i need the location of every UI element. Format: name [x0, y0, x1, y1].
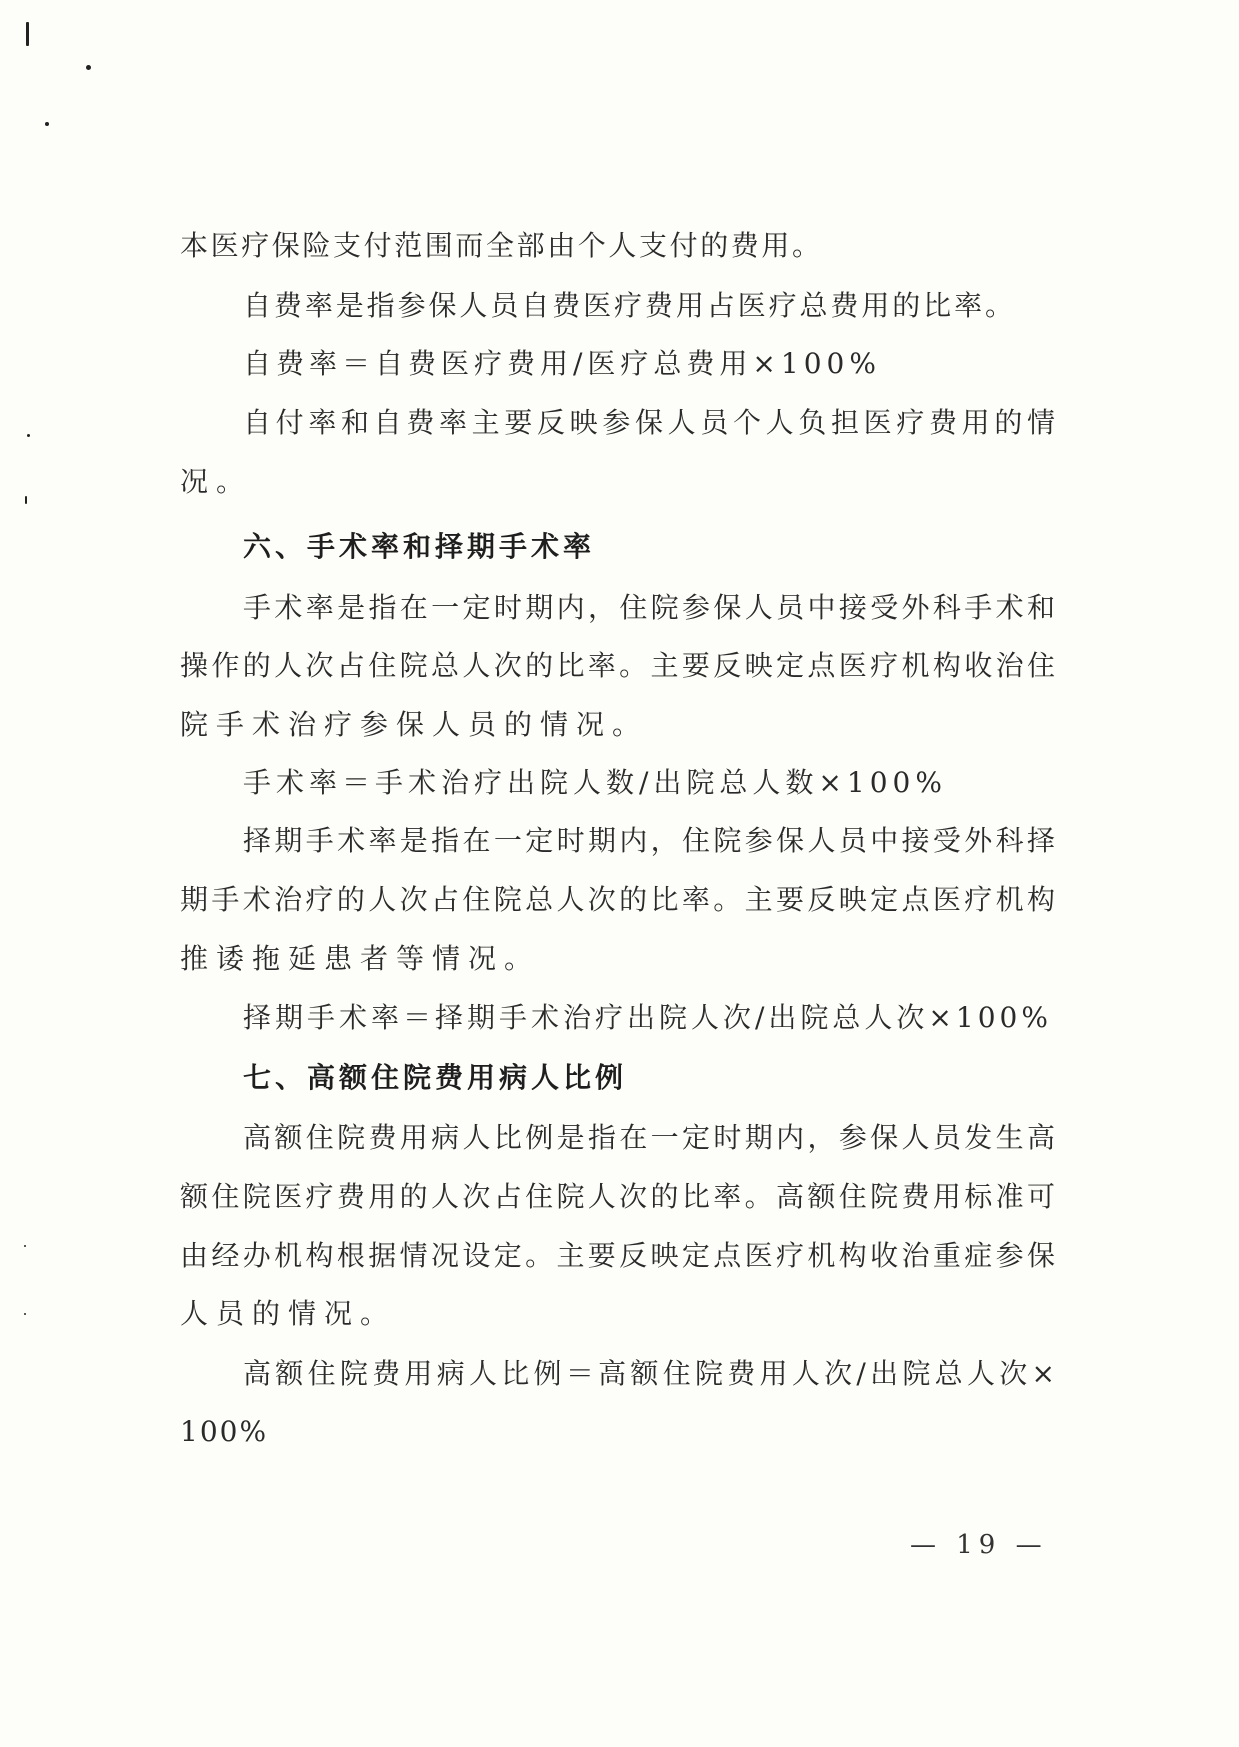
- body-line: 由经办机构根据情况设定。主要反映定点医疗机构收治重症参保: [180, 1239, 1055, 1272]
- scan-mark: [26, 22, 29, 46]
- body-line: 自付率和自费率主要反映参保人员个人负担医疗费用的情: [243, 406, 1055, 439]
- body-line: 操作的人次占住院总人次的比率。主要反映定点医疗机构收治住: [180, 649, 1055, 682]
- body-line: 况。: [180, 465, 253, 498]
- body-line: 高额住院费用病人比例是指在一定时期内，参保人员发生高: [243, 1121, 1055, 1154]
- scan-mark: [24, 1245, 26, 1247]
- formula-line: 自费率＝自费医疗费用/医疗总费用×100%: [243, 347, 881, 380]
- body-line: 手术率是指在一定时期内，住院参保人员中接受外科手术和: [243, 591, 1055, 624]
- formula-line: 手术率＝手术治疗出院人数/出院总人数×100%: [243, 766, 947, 799]
- scan-mark: [45, 122, 49, 126]
- scan-mark: [25, 496, 27, 504]
- body-line: 院手术治疗参保人员的情况。: [180, 708, 649, 741]
- body-line: 推诿拖延患者等情况。: [180, 942, 541, 975]
- section-heading: 六、手术率和择期手术率: [243, 530, 596, 563]
- scan-mark: [86, 65, 91, 70]
- body-line: 人员的情况。: [180, 1297, 397, 1330]
- formula-line: 100%: [180, 1415, 269, 1448]
- body-line: 择期手术率是指在一定时期内，住院参保人员中接受外科择: [243, 824, 1055, 857]
- scan-mark: [24, 1313, 26, 1315]
- formula-line: 高额住院费用病人比例＝高额住院费用人次/出院总人次×: [243, 1357, 1055, 1390]
- page-number: — 19 —: [910, 1530, 1048, 1560]
- formula-line: 择期手术率＝择期手术治疗出院人次/出院总人次×100%: [243, 1001, 1052, 1034]
- section-heading: 七、高额住院费用病人比例: [243, 1061, 628, 1094]
- body-line: 本医疗保险支付范围而全部由个人支付的费用。: [180, 229, 820, 262]
- scan-mark: [27, 434, 30, 437]
- body-line: 期手术治疗的人次占住院总人次的比率。主要反映定点医疗机构: [180, 883, 1055, 916]
- body-line: 额住院医疗费用的人次占住院人次的比率。高额住院费用标准可: [180, 1180, 1055, 1213]
- body-line: 自费率是指参保人员自费医疗费用占医疗总费用的比率。: [243, 289, 1013, 322]
